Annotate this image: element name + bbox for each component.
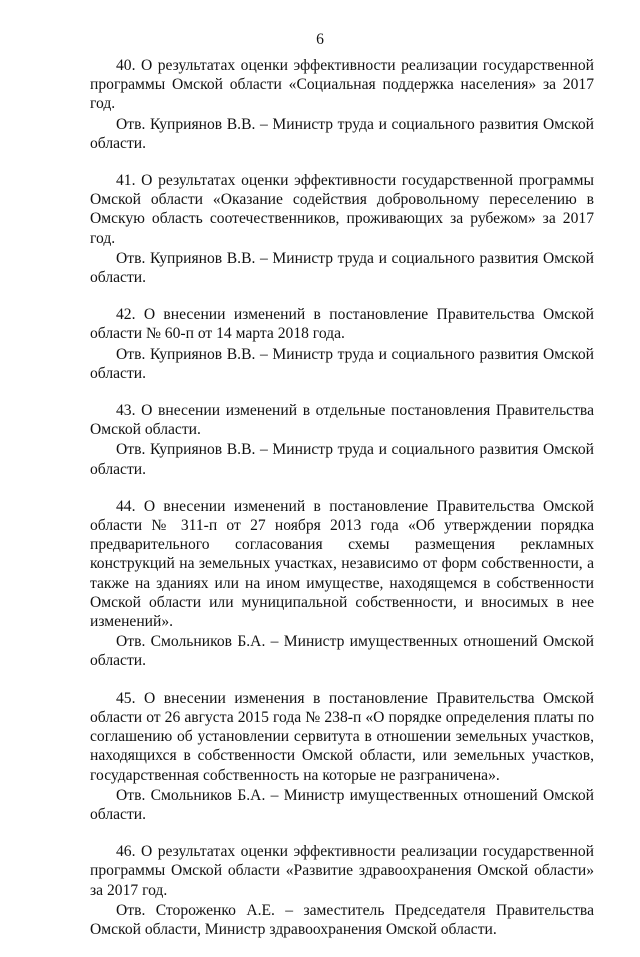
agenda-item-title: 42. О внесении изменений в постановление Правительства Омской области № 60-п от 14 марта 2018 года.: [90, 306, 594, 343]
agenda-item-42: [90, 305, 594, 383]
agenda-item-responsible: Отв. Стороженко А.Е. – заместитель Председателя Правительства Омской области, Министр здравоохранения Омской области.: [90, 901, 594, 938]
agenda-item-46: [90, 842, 594, 939]
agenda-item-title: 43. О внесении изменений в отдельные постановления Правительства Омской области.: [90, 402, 594, 439]
agenda-item-40: [90, 56, 594, 153]
agenda-item-title: 46. О результатах оценки эффективности реализации государственной программы Омской области «Развитие здравоохранения Омской области» за 2017 год.: [90, 843, 594, 899]
agenda-item-title: 40. О результатах оценки эффективности реализации государственной программы Омской области «Социальная поддержка населения» за 2017 год.: [90, 57, 594, 113]
agenda-item-45: [90, 689, 594, 824]
agenda-item-responsible: Отв. Куприянов В.В. – Министр труда и социального развития Омской области.: [90, 249, 594, 287]
agenda-item-43: [90, 401, 594, 479]
agenda-item-responsible: Отв. Куприянов В.В. – Министр труда и социального развития Омской области.: [90, 345, 594, 382]
agenda-item-title: 45. О внесении изменения в постановление Правительства Омской области от 26 августа 2015 года № 238-п «О порядке определения платы по соглашению об установлении сервитута в отношении земельных участков, находящихся в собственности Омской области, или земельных участков, государственная собственность на которые не разграничена».: [90, 689, 594, 784]
agenda-item-title: 41. О результатах оценки эффективности государственной программы Омской области «Оказание содействия добровольному переселению в Омскую область соотечественников, проживающих за рубежом» за 2017 год.: [90, 172, 594, 247]
page-number: 6: [316, 31, 324, 48]
agenda-item-responsible: Отв. Куприянов В.В. – Министр труда и социального развития Омской области.: [90, 441, 594, 478]
agenda-item-44: [90, 497, 594, 671]
agenda-item-responsible: Отв. Смольников Б.А. – Министр имущественных отношений Омской области.: [90, 633, 594, 670]
agenda-item-responsible: Отв. Куприянов В.В. – Министр труда и социального развития Омской области.: [90, 115, 594, 152]
agenda-item-responsible: Отв. Смольников Б.А. – Министр имущественных отношений Омской области.: [90, 786, 594, 823]
agenda-item-title: 44. О внесении изменений в постановление Правительства Омской области № 311-п от 27 ноября 2013 года «Об утверждении порядка предварительного согласования схемы размещения рекламных конструкций на земельных участках, независимо от форм собственности, а также на зданиях или на ином имуществе, находящемся в собственности Омской области или муниципальной собственности, и вносимых в нее изменений».: [90, 497, 594, 631]
agenda-list: [90, 56, 594, 957]
agenda-item-41: [90, 171, 594, 287]
